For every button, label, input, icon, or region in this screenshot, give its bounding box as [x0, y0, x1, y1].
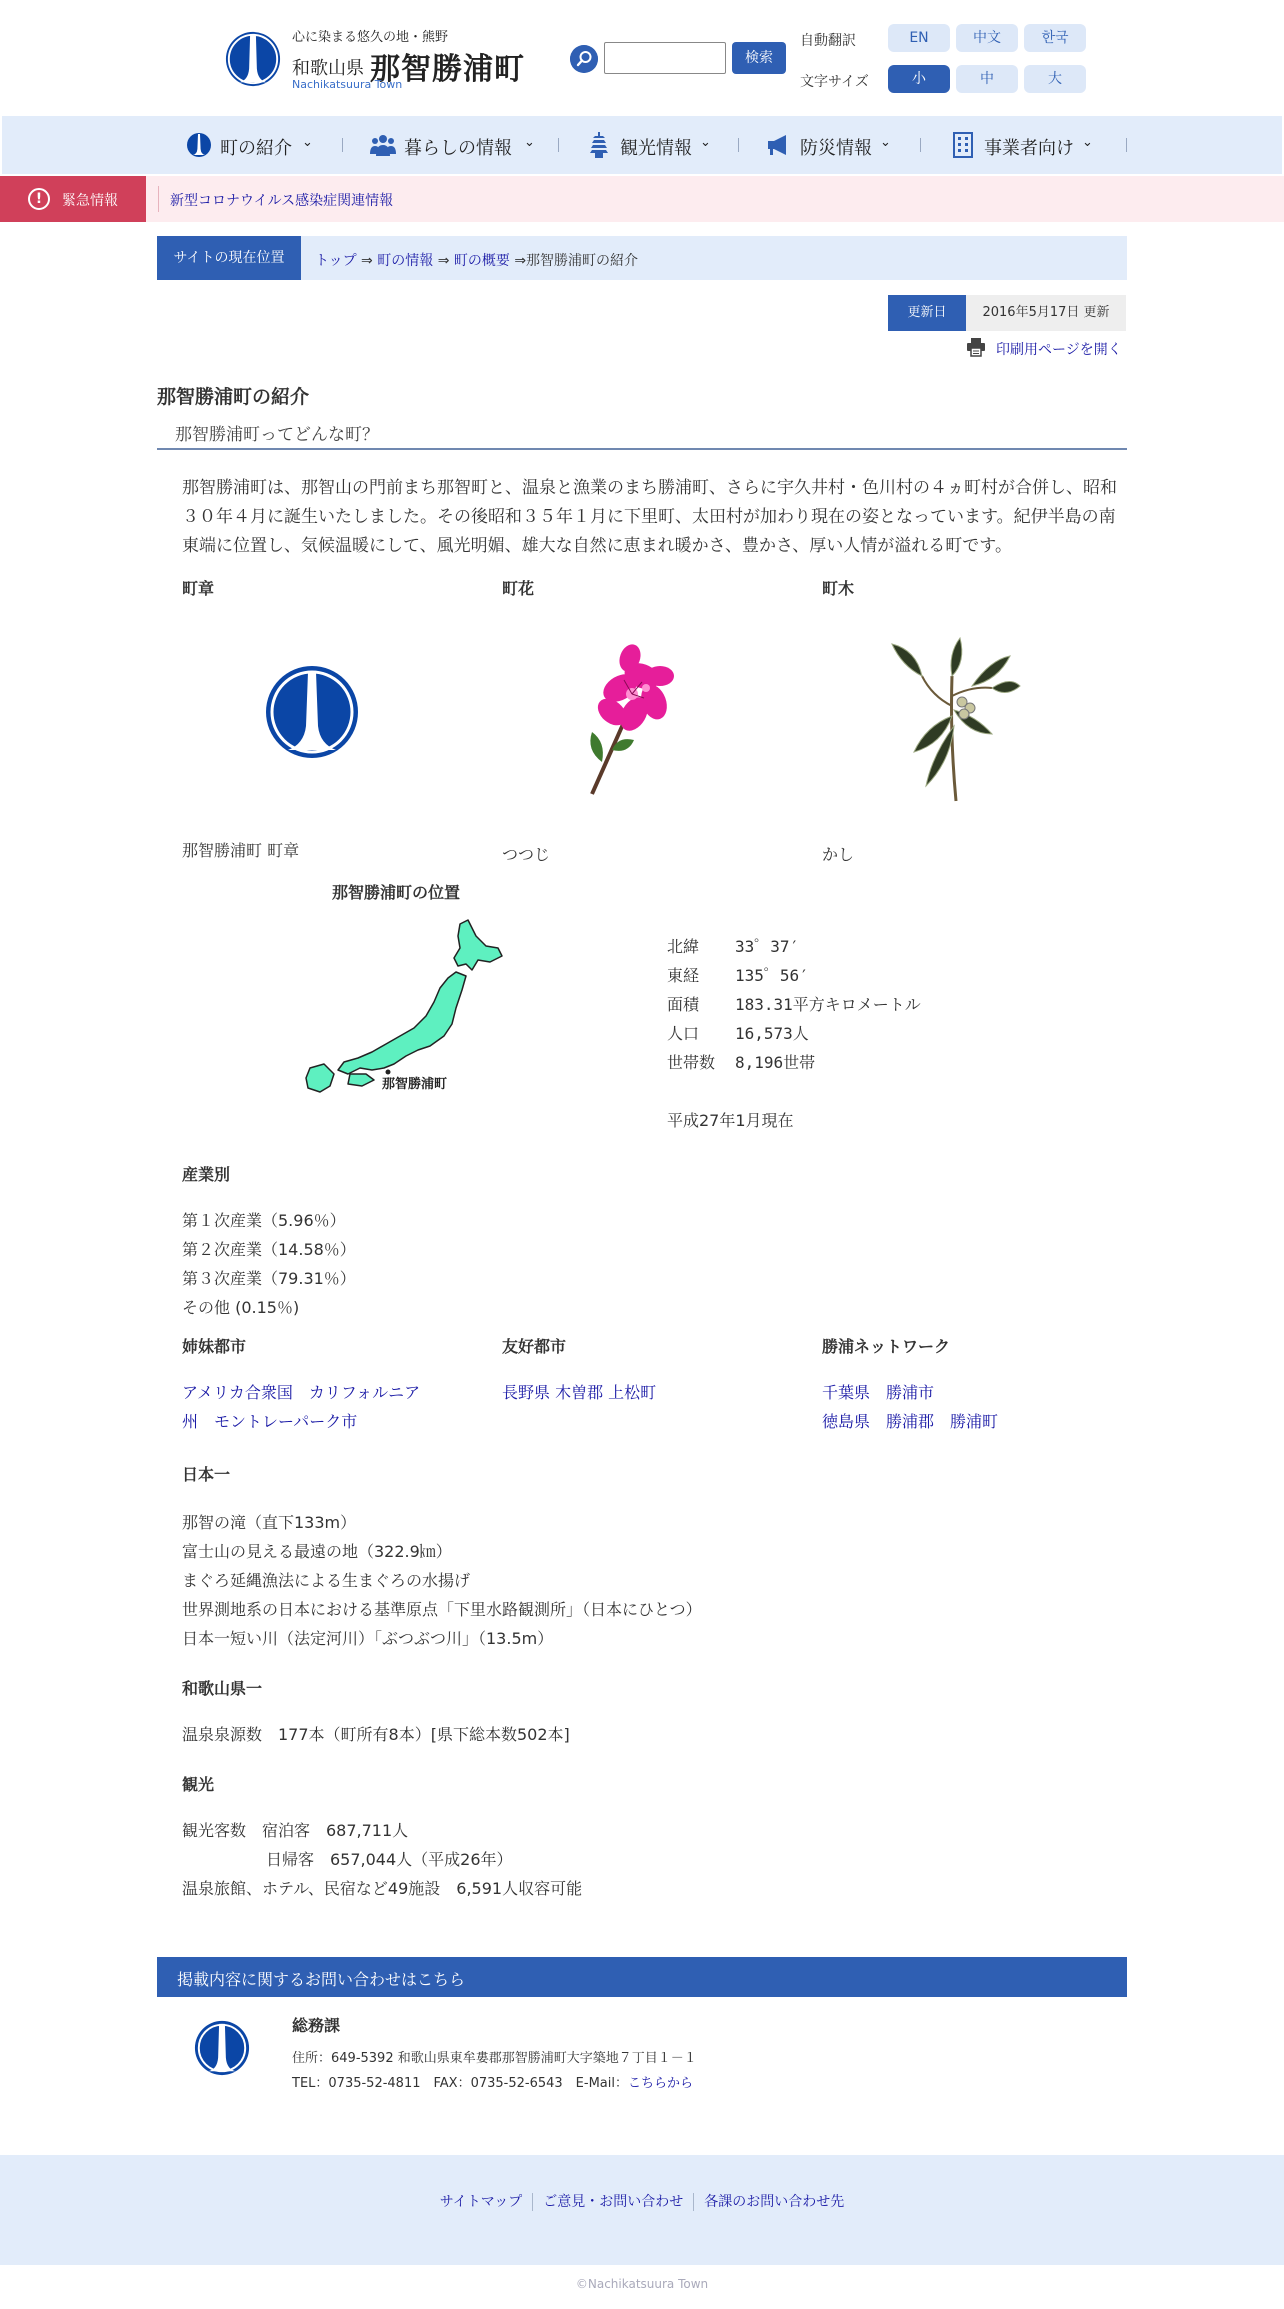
breadcrumb-path	[315, 250, 638, 270]
symbol-caption-emblem: 那智勝浦町 町章	[182, 841, 300, 860]
japan-best-line: 日本一短い川（法定河川）「ぶつぶつ川」（13.5m）	[182, 1629, 554, 1648]
search-icon	[570, 45, 598, 73]
sister-city-link[interactable]: 州 モントレーパーク市	[182, 1412, 358, 1431]
nav-label: 暮らしの情報	[404, 138, 512, 159]
sister-city-heading: 姉妹都市	[182, 1337, 247, 1356]
section-heading	[157, 414, 1127, 450]
emergency-label: 緊急情報	[62, 193, 118, 209]
breadcrumb-label: サイトの現在位置	[157, 236, 301, 280]
stat-key: 世帯数	[667, 1053, 716, 1072]
emergency-divider	[158, 186, 159, 212]
chevron-down-icon: ⌄	[302, 135, 313, 150]
japan-location-map	[290, 918, 510, 1094]
oak-branch-image	[882, 636, 1022, 806]
nav-item-tourism[interactable]	[586, 132, 726, 158]
katsuura-network-link[interactable]: 徳島県 勝浦郡 勝浦町	[822, 1412, 999, 1431]
symbol-caption-tree: かし	[822, 845, 855, 864]
breadcrumb-current: ⇒那智勝浦町の紹介	[514, 253, 639, 269]
contact-tel-fax: TEL：0735-52-4811 FAX：0735-52-6543 E-Mail：	[292, 2076, 628, 2091]
emergency-bar	[0, 176, 1284, 222]
nav-label: 町の紹介	[220, 138, 292, 159]
location-heading: 那智勝浦町の位置	[332, 883, 461, 902]
font-size-small-button[interactable]: 小	[888, 65, 950, 93]
town-emblem-icon	[186, 132, 212, 158]
contact-department: 総務課	[292, 2016, 341, 2035]
town-emblem-image	[264, 664, 360, 760]
font-size-medium-button[interactable]: 中	[956, 65, 1018, 93]
stat-key: 東経	[667, 966, 700, 985]
updated-date: 2016年5月17日 更新	[966, 295, 1126, 331]
industry-line: 第２次産業（14.58％）	[182, 1240, 356, 1259]
prefecture-name: 和歌山県	[292, 58, 364, 79]
nav-divider	[558, 138, 559, 152]
nav-label: 事業者向け	[984, 138, 1074, 159]
sister-city-link[interactable]: アメリカ合衆国 カリフォルニア	[182, 1383, 421, 1402]
symbol-heading-emblem: 町章	[182, 579, 215, 598]
megaphone-icon	[766, 132, 792, 158]
nav-item-town-intro[interactable]	[186, 132, 316, 158]
symbol-heading-tree: 町木	[822, 579, 855, 598]
emergency-tag	[0, 176, 146, 222]
tourism-line: 日帰客 657,044人（平成26年）	[266, 1850, 513, 1869]
industry-line: その他 (0.15％)	[182, 1298, 300, 1317]
alert-icon: !	[28, 188, 50, 210]
breadcrumb-link-overview[interactable]: 町の概要	[453, 253, 510, 269]
japan-best-line: 那智の滝（直下133m）	[182, 1513, 357, 1532]
town-roman-name: Nachikatsuura Town	[292, 78, 403, 91]
pagoda-icon	[586, 132, 612, 158]
copyright: ©Nachikatsuura Town	[575, 2277, 709, 2291]
map-label: 那智勝浦町	[382, 1077, 448, 1092]
site-logo[interactable]	[224, 26, 534, 94]
stat-value: 135゜56′	[735, 966, 809, 985]
chevron-down-icon: ⌄	[1082, 135, 1093, 150]
nav-item-disaster[interactable]	[766, 132, 896, 158]
azalea-flower-image	[572, 632, 692, 802]
contact-email-link[interactable]: こちらから	[627, 2076, 693, 2091]
nav-item-business[interactable]	[950, 132, 1100, 158]
wakayama-best-line: 温泉泉源数 177本（町所有8本）[県下総本数502本]	[182, 1725, 570, 1744]
chevron-down-icon: ⌄	[524, 135, 535, 150]
stat-key: 人口	[667, 1024, 700, 1043]
katsuura-network-heading: 勝浦ネットワーク	[822, 1337, 951, 1356]
friendship-city-heading: 友好都市	[502, 1337, 567, 1356]
site-header	[0, 0, 1284, 116]
section-heading-text: 那智勝浦町ってどんな町？	[175, 425, 379, 445]
industry-line: 第１次産業（5.96％）	[182, 1211, 346, 1230]
updated-label: 更新日	[888, 295, 966, 331]
search-input[interactable]	[604, 42, 726, 74]
japan-best-line: まぐろ延縄漁法による生まぐろの水揚げ	[182, 1571, 471, 1590]
breadcrumb-link-top[interactable]: トップ	[315, 253, 357, 269]
nav-divider	[738, 138, 739, 152]
breadcrumb-separator: ⇒	[361, 253, 373, 269]
page-title: 那智勝浦町の紹介	[157, 386, 310, 408]
symbol-heading-flower: 町花	[502, 579, 535, 598]
japan-best-line: 世界測地系の日本における基準原点「下里水路観測所」（日本にひとつ）	[182, 1600, 702, 1619]
site-footer	[0, 2155, 1284, 2265]
stat-as-of-text: 平成27年1月現在	[667, 1111, 794, 1130]
chevron-down-icon: ⌄	[880, 135, 891, 150]
translate-label: 自動翻訳	[800, 33, 856, 49]
translate-ko-button[interactable]: 한국	[1024, 24, 1086, 52]
main-nav	[2, 116, 1282, 174]
stat-value: 16,573人	[735, 1024, 809, 1043]
industry-line: 第３次産業（79.31％）	[182, 1269, 356, 1288]
friendship-city-link[interactable]: 長野県 木曽郡 上松町	[502, 1383, 657, 1402]
translate-en-button[interactable]: EN	[888, 24, 950, 52]
nav-divider	[920, 138, 921, 152]
tourism-line: 観光客数 宿泊客 687,711人	[182, 1821, 409, 1840]
font-size-large-button[interactable]: 大	[1024, 65, 1086, 93]
town-name: 那智勝浦町	[370, 52, 525, 87]
contact-address: 住所：649-5392 和歌山県東牟婁郡那智勝浦町大字築地７丁目１－１	[292, 2051, 697, 2066]
japan-best-heading: 日本一	[182, 1465, 231, 1484]
translate-zh-button[interactable]: 中文	[956, 24, 1018, 52]
font-size-label: 文字サイズ	[800, 74, 869, 90]
stat-value: 183.31平方キロメートル	[735, 995, 921, 1014]
people-icon	[370, 132, 396, 158]
town-emblem-icon	[224, 30, 282, 88]
nav-label: 観光情報	[620, 138, 692, 159]
contact-header	[157, 1957, 1127, 1997]
tourism-line: 温泉旅館、ホテル、民宿など49施設 6,591人収容可能	[182, 1879, 583, 1898]
footer-link-departments[interactable]: 各課のお問い合わせ先	[704, 2194, 845, 2210]
building-icon	[950, 132, 976, 158]
breadcrumb	[157, 236, 1127, 280]
contact-tel-line	[292, 2072, 693, 2091]
industry-heading: 産業別	[182, 1165, 231, 1184]
search-button[interactable]: 検索	[732, 42, 786, 74]
japan-best-line: 富士山の見える最遠の地（322.9㎞）	[182, 1542, 452, 1561]
emergency-link[interactable]: 新型コロナウイルス感染症関連情報	[170, 193, 394, 209]
intro-paragraph: 那智勝浦町は、那智山の門前まち那智町と、温泉と漁業のまち勝浦町、さらに宇久井村・色川村の４ヵ町村が合併し、昭和３０年４月に誕生いたしました。その後昭和３５年１月に下里町、太田村が加わり現在の姿となっています。紀伊半島の南東端に位置し、気候温暖にして、風光明媚、雄大な自然に恵まれ暖かさ、豊かさ、厚い人情が溢れる町です。	[182, 478, 1117, 556]
wakayama-best-heading: 和歌山県一	[182, 1679, 263, 1698]
site-tagline: 心に染まる悠久の地・熊野	[292, 30, 449, 45]
stat-key: 北緯	[667, 937, 700, 956]
stat-value: 8,196世帯	[735, 1053, 816, 1072]
breadcrumb-separator: ⇒	[437, 253, 450, 269]
katsuura-network-link[interactable]: 千葉県 勝浦市	[822, 1383, 935, 1402]
tourism-heading: 観光	[182, 1775, 215, 1794]
contact-heading: 掲載内容に関するお問い合わせはこちら	[177, 1970, 466, 1989]
nav-label: 防災情報	[800, 138, 872, 159]
nav-divider	[342, 138, 343, 152]
nav-item-living[interactable]	[370, 132, 540, 158]
print-link-text[interactable]: 印刷用ページを開く	[996, 342, 1122, 358]
footer-links	[0, 2191, 1284, 2211]
town-emblem-icon	[193, 2019, 251, 2077]
contact-box	[157, 1997, 1127, 2107]
footer-link-feedback[interactable]: ご意見・お問い合わせ	[543, 2194, 684, 2210]
chevron-down-icon: ⌄	[700, 135, 711, 150]
stat-key: 面積	[667, 995, 700, 1014]
breadcrumb-link-town-info[interactable]: 町の情報	[377, 253, 434, 269]
printer-icon	[966, 337, 986, 357]
nav-divider	[1126, 138, 1127, 152]
stat-value: 33゜37′	[735, 937, 800, 956]
footer-link-sitemap[interactable]: サイトマップ	[439, 2194, 523, 2210]
symbol-caption-flower: つつじ	[502, 845, 551, 864]
